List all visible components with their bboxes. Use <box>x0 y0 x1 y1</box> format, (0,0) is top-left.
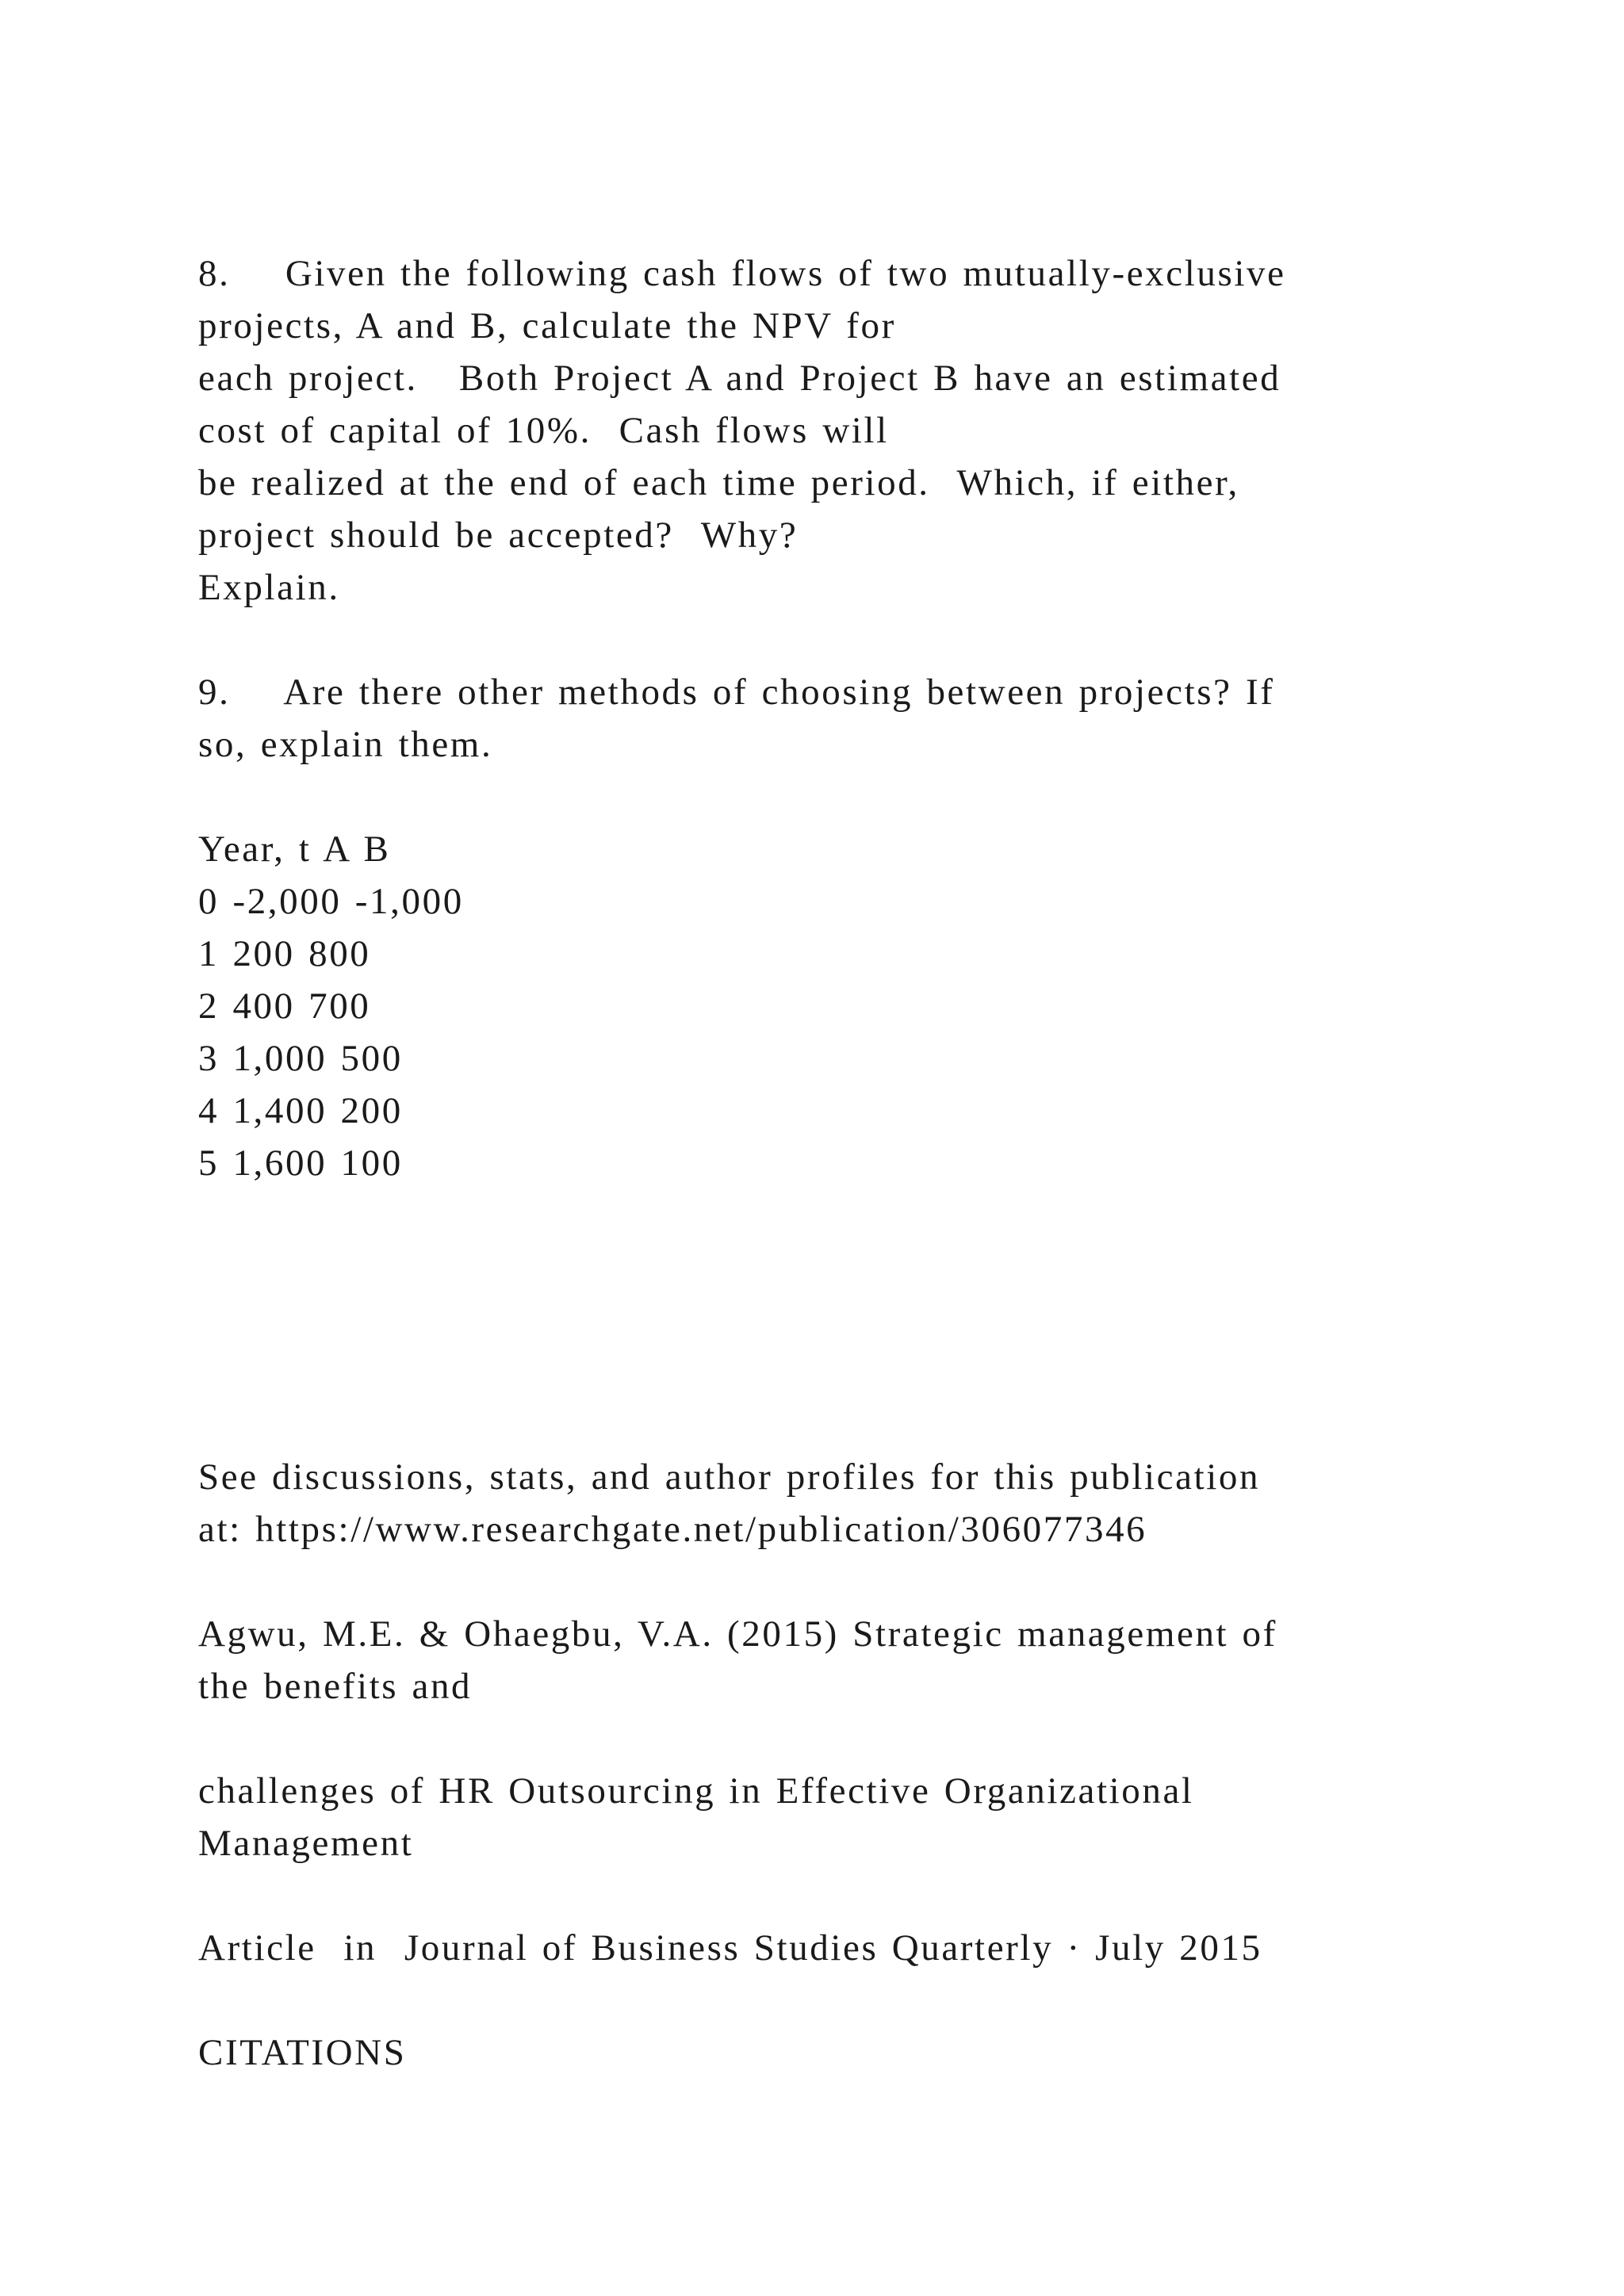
spacer <box>198 1346 1435 1399</box>
citation-line: Agwu, M.E. & Ohaegbu, V.A. (2015) Strategic management of <box>198 1613 1277 1655</box>
question-8-line: project should be accepted? Why? <box>198 515 799 556</box>
article-journal-line: Article in Journal of Business Studies Quarterly · July 2015 <box>198 1927 1262 1969</box>
cashflow-table-row: 2 400 700 <box>198 985 371 1027</box>
spacer <box>198 1294 1435 1346</box>
question-8-line: cost of capital of 10%. Cash flows will <box>198 410 889 451</box>
cashflow-table-row: 3 1,000 500 <box>198 1038 403 1079</box>
publication-url-line[interactable]: at: https://www.researchgate.net/publication/306077346 <box>198 1509 1147 1550</box>
article-title <box>198 1765 1435 1869</box>
citation-line: the benefits and <box>198 1666 473 1707</box>
question-9 <box>198 666 1435 771</box>
paragraph-gap <box>198 1974 1435 2026</box>
paragraph-gap <box>198 614 1435 666</box>
spacer <box>198 1242 1435 1294</box>
cashflow-table <box>198 823 1435 1189</box>
question-8-line: 8. Given the following cash flows of two mutually-exclusive <box>198 253 1286 294</box>
question-8-line: Explain. <box>198 567 340 608</box>
paragraph-gap <box>198 1712 1435 1765</box>
question-8-line: each project. Both Project A and Project B have an estimated <box>198 358 1281 399</box>
publication-notice <box>198 1451 1435 1556</box>
question-8-line: projects, A and B, calculate the NPV for <box>198 305 896 346</box>
question-8-line: be realized at the end of each time period. Which, if either, <box>198 462 1239 503</box>
document-page <box>198 247 1435 2079</box>
publication-notice-line: See discussions, stats, and author profiles for this publication <box>198 1456 1261 1498</box>
spacer <box>198 1399 1435 1451</box>
paragraph-gap <box>198 1869 1435 1922</box>
paragraph-gap <box>198 771 1435 823</box>
question-9-line: so, explain them. <box>198 724 493 765</box>
cashflow-table-row: 4 1,400 200 <box>198 1090 403 1131</box>
question-8 <box>198 247 1435 614</box>
spacer <box>198 1189 1435 1242</box>
cashflow-table-row: 0 -2,000 -1,000 <box>198 881 464 922</box>
citations-label: CITATIONS <box>198 2032 407 2073</box>
article-title-line: challenges of HR Outsourcing in Effective Organizational <box>198 1770 1194 1812</box>
citation-reference <box>198 1608 1435 1712</box>
paragraph-gap <box>198 1556 1435 1608</box>
question-9-line: 9. Are there other methods of choosing between projects? If <box>198 672 1275 713</box>
cashflow-table-row: 1 200 800 <box>198 933 371 974</box>
article-title-line: Management <box>198 1823 414 1864</box>
cashflow-table-header: Year, t A B <box>198 828 391 870</box>
cashflow-table-row: 5 1,600 100 <box>198 1142 403 1184</box>
